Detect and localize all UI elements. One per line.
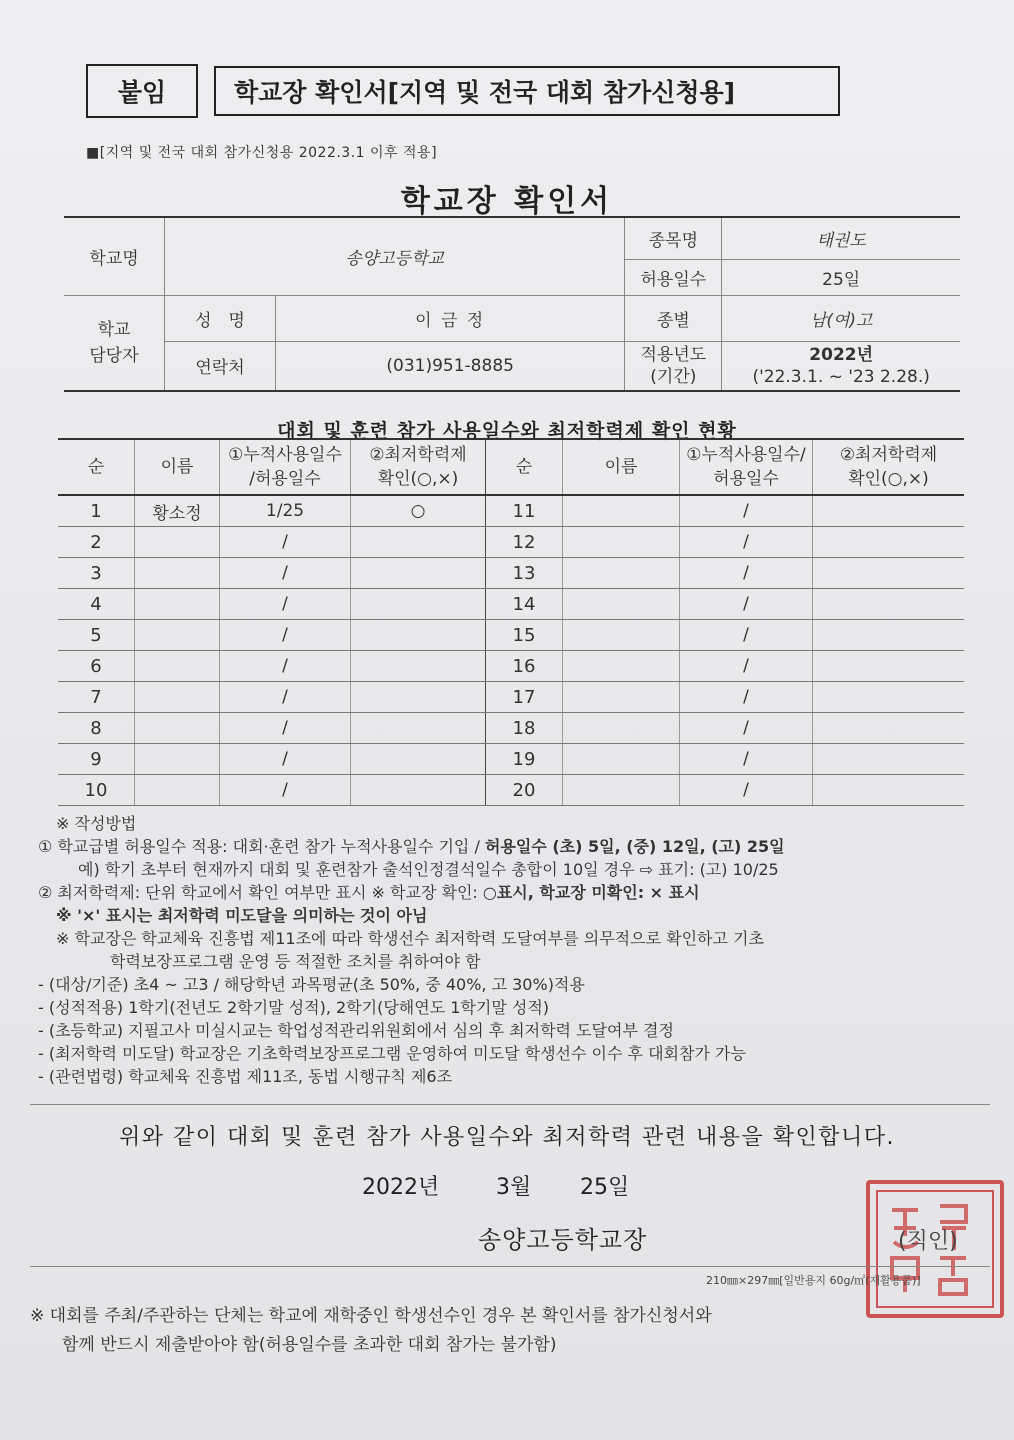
table-row xyxy=(58,775,964,806)
detail-2: - (성적적용) 1학기(전년도 2학기말 성적), 2학기(당해연도 1학기말 성적) xyxy=(38,998,550,1017)
row-mark xyxy=(351,620,486,651)
table-header-row xyxy=(58,439,964,495)
row-no: 1 xyxy=(58,495,135,527)
row-mark-2 xyxy=(813,775,965,806)
row-no-2: 17 xyxy=(486,682,563,713)
row-mark xyxy=(351,651,486,682)
row-days: / xyxy=(220,713,351,744)
row-mark-2 xyxy=(813,682,965,713)
row-no: 8 xyxy=(58,713,135,744)
row-name-2 xyxy=(563,713,680,744)
school-value: 송양고등학교 xyxy=(165,217,625,295)
contact-value: (031)951-8885 xyxy=(276,341,625,391)
row-name-2 xyxy=(563,495,680,527)
row-name-2 xyxy=(563,775,680,806)
header-name-2: 이름 xyxy=(563,439,680,495)
confirmation-text: 위와 같이 대회 및 훈련 참가 사용일수와 최저학력 관련 내용을 확인합니다. xyxy=(119,1125,895,1150)
row-name xyxy=(135,527,220,558)
row-no-2: 11 xyxy=(486,495,563,527)
table-row xyxy=(58,682,964,713)
header-days: ①누적사용일수 /허용일수 xyxy=(220,439,351,495)
year-label: 적용년도 (기간) xyxy=(625,341,722,391)
header-name: 이름 xyxy=(135,439,220,495)
form-title-box xyxy=(214,66,840,116)
row-name xyxy=(135,775,220,806)
row-no-2: 13 xyxy=(486,558,563,589)
sport-value: 태권도 xyxy=(722,217,960,259)
footer-note xyxy=(30,1302,990,1360)
year-value: 2022년 ('22.3.1. ~ '23 2.28.) xyxy=(722,341,960,391)
row-no: 6 xyxy=(58,651,135,682)
participation-table xyxy=(58,438,964,806)
paper-size: 210㎜×297㎜[일반용지 60g/㎡(재활용품)] xyxy=(706,1274,921,1287)
table-row xyxy=(58,495,964,527)
row-no: 7 xyxy=(58,682,135,713)
header-min: ②최저학력제 확인(○,×) xyxy=(351,439,486,495)
row-mark xyxy=(351,527,486,558)
row-days-2: / xyxy=(680,589,813,620)
row-days-2: / xyxy=(680,620,813,651)
row-mark-2 xyxy=(813,713,965,744)
row-days: / xyxy=(220,527,351,558)
instruction-4-cont: 학력보장프로그램 운영 등 적절한 조치를 취하여야 함 xyxy=(110,952,481,971)
row-no: 2 xyxy=(58,527,135,558)
school-label: 학교명 xyxy=(64,217,165,295)
row-name-2 xyxy=(563,744,680,775)
row-name xyxy=(135,589,220,620)
date-day: 25일 xyxy=(580,1175,630,1200)
row-days: / xyxy=(220,744,351,775)
header-min-2: ②최저학력제 확인(○,×) xyxy=(813,439,965,495)
table-row xyxy=(58,713,964,744)
manager-label: 학교 담당자 xyxy=(64,295,165,391)
detail-3: - (초등학교) 지필고사 미실시교는 학업성적관리위원회에서 심의 후 최저학력 도달여부 결정 xyxy=(38,1021,674,1040)
table-row xyxy=(58,527,964,558)
row-no: 5 xyxy=(58,620,135,651)
row-mark-2 xyxy=(813,558,965,589)
detail-1: - (대상/기준) 초4 ~ 고3 / 해당학년 과목평균(초 50%, 중 40%, 고 30%)적용 xyxy=(38,975,585,994)
instruction-2: ② 최저학력제: 단위 학교에서 확인 여부만 표시 ※ 학교장 확인: ○표시, 학교장 미확인: × 표시 xyxy=(38,883,700,902)
row-days-2: / xyxy=(680,495,813,527)
instruction-3: ※ '×' 표시는 최저학력 미도달을 의미하는 것이 아님 xyxy=(56,906,428,925)
row-mark xyxy=(351,682,486,713)
detail-5: - (관련법령) 학교체육 진흥법 제11조, 동법 시행규칙 제6조 xyxy=(38,1067,453,1086)
row-name-2 xyxy=(563,651,680,682)
section-title: 대회 및 훈련 참가 사용일수와 최저학력제 확인 현황 xyxy=(277,420,737,442)
row-days: / xyxy=(220,651,351,682)
row-mark-2 xyxy=(813,589,965,620)
row-name-2 xyxy=(563,620,680,651)
row-days-2: / xyxy=(680,527,813,558)
kind-value: 남(여)고 xyxy=(722,295,960,341)
principal-name: 송양고등학교장 xyxy=(478,1226,648,1254)
form-title: 학교장 확인서[지역 및 전국 대회 참가신청용] xyxy=(234,78,736,107)
name-value: 이 금 정 xyxy=(276,295,625,341)
row-mark xyxy=(351,558,486,589)
date-month: 3월 xyxy=(496,1175,532,1200)
footer-line-1: ※ 대회를 주최/주관하는 단체는 학교에 재학중인 학생선수인 경우 본 확인서를 참가신청서와 xyxy=(30,1306,712,1326)
header-no: 순 xyxy=(58,439,135,495)
row-no-2: 12 xyxy=(486,527,563,558)
instruction-4: ※ 학교장은 학교체육 진흥법 제11조에 따라 학생선수 최저학력 도달여부를 의무적으로 확인하고 기초 xyxy=(56,929,764,948)
row-days-2: / xyxy=(680,651,813,682)
allowed-days-label: 허용일수 xyxy=(625,259,722,295)
divider-2 xyxy=(30,1266,990,1267)
row-name xyxy=(135,744,220,775)
detail-4: - (최저학력 미도달) 학교장은 기초학력보장프로그램 운영하여 미도달 학생선수 이수 후 대회참가 가능 xyxy=(38,1044,746,1063)
seal-label: (직인) xyxy=(898,1229,958,1254)
row-mark-2 xyxy=(813,744,965,775)
row-no-2: 18 xyxy=(486,713,563,744)
row-days-2: / xyxy=(680,744,813,775)
row-name-2 xyxy=(563,527,680,558)
row-mark xyxy=(351,713,486,744)
row-mark-2 xyxy=(813,527,965,558)
row-days: / xyxy=(220,589,351,620)
row-name xyxy=(135,558,220,589)
row-no: 9 xyxy=(58,744,135,775)
row-name-2 xyxy=(563,682,680,713)
row-no-2: 19 xyxy=(486,744,563,775)
attachment-tag xyxy=(86,64,198,118)
row-mark-2 xyxy=(813,495,965,527)
row-days: / xyxy=(220,682,351,713)
row-mark-2 xyxy=(813,620,965,651)
row-name xyxy=(135,651,220,682)
header-days-2: ①누적사용일수/ 허용일수 xyxy=(680,439,813,495)
row-mark-2 xyxy=(813,651,965,682)
attachment-tag-label: 붙임 xyxy=(117,78,167,107)
instructions-heading: ※ 작성방법 xyxy=(56,814,137,833)
date-year: 2022년 xyxy=(362,1175,440,1200)
row-no-2: 16 xyxy=(486,651,563,682)
row-mark xyxy=(351,589,486,620)
row-days: 1/25 xyxy=(220,495,351,527)
table-row xyxy=(58,558,964,589)
header-no-2: 순 xyxy=(486,439,563,495)
row-no: 10 xyxy=(58,775,135,806)
row-name xyxy=(135,713,220,744)
name-label: 성 명 xyxy=(165,295,276,341)
row-days: / xyxy=(220,558,351,589)
sport-label: 종목명 xyxy=(625,217,722,259)
row-no-2: 14 xyxy=(486,589,563,620)
row-days: / xyxy=(220,620,351,651)
row-mark xyxy=(351,775,486,806)
table-row xyxy=(58,620,964,651)
row-no: 3 xyxy=(58,558,135,589)
table-row xyxy=(58,744,964,775)
allowed-days-value: 25일 xyxy=(722,259,960,295)
row-no-2: 20 xyxy=(486,775,563,806)
row-mark: ○ xyxy=(351,495,486,527)
instruction-1-example: 예) 학기 초부터 현재까지 대회 및 훈련참가 출석인정결석일수 총합이 10일 경우 ⇨ 표기: (고) 10/25 xyxy=(78,860,779,879)
row-days: / xyxy=(220,775,351,806)
row-days-2: / xyxy=(680,713,813,744)
footer-line-2: 함께 반드시 제출받아야 함(허용일수를 초과한 대회 참가는 불가함) xyxy=(62,1335,557,1355)
row-days-2: / xyxy=(680,775,813,806)
row-name xyxy=(135,620,220,651)
kind-label: 종별 xyxy=(625,295,722,341)
instruction-1: ① 학교급별 허용일수 적용: 대회·훈련 참가 누적사용일수 기입 / 허용일수 (초) 5일, (중) 12일, (고) 25일 xyxy=(38,837,785,856)
apply-note: ■[지역 및 전국 대회 참가신청용 2022.3.1 이후 적용] xyxy=(86,145,438,161)
row-name xyxy=(135,682,220,713)
table-row xyxy=(58,651,964,682)
row-name-2 xyxy=(563,589,680,620)
school-info-table xyxy=(64,216,960,392)
row-days-2: / xyxy=(680,682,813,713)
row-no-2: 15 xyxy=(486,620,563,651)
row-mark xyxy=(351,744,486,775)
divider xyxy=(30,1104,990,1105)
instructions xyxy=(38,812,988,1088)
document-title: 학교장 확인서 xyxy=(400,184,614,219)
row-no: 4 xyxy=(58,589,135,620)
row-name-2 xyxy=(563,558,680,589)
row-name: 황소정 xyxy=(135,495,220,527)
row-days-2: / xyxy=(680,558,813,589)
table-row xyxy=(58,589,964,620)
contact-label: 연락처 xyxy=(165,341,276,391)
